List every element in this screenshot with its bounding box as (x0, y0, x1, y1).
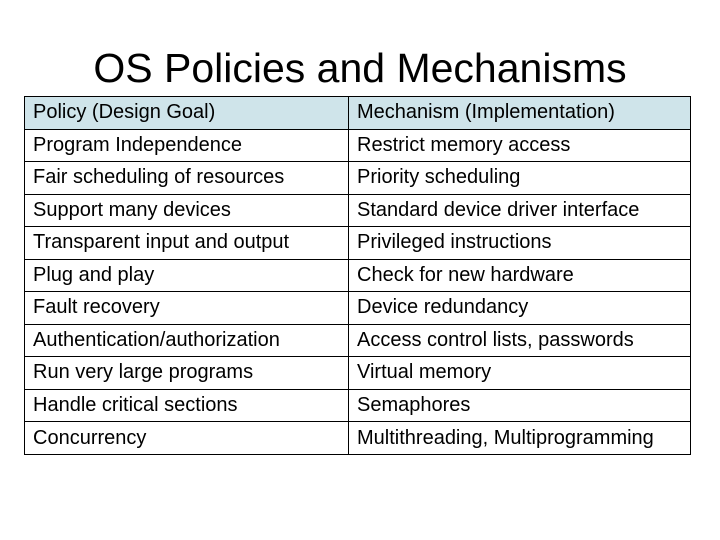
policy-cell: Fault recovery (25, 292, 349, 325)
policy-cell: Fair scheduling of resources (25, 162, 349, 195)
policy-cell: Program Independence (25, 129, 349, 162)
mechanism-cell: Check for new hardware (349, 259, 691, 292)
table-row (25, 259, 691, 292)
policy-cell: Transparent input and output (25, 227, 349, 260)
table-header-row (25, 97, 691, 130)
table-row (25, 292, 691, 325)
mechanism-cell: Restrict memory access (349, 129, 691, 162)
mechanism-cell: Priority scheduling (349, 162, 691, 195)
header-mechanism: Mechanism (Implementation) (349, 97, 691, 130)
mechanism-cell: Access control lists, passwords (349, 324, 691, 357)
mechanism-cell: Standard device driver interface (349, 194, 691, 227)
policy-cell: Handle critical sections (25, 389, 349, 422)
policy-cell: Support many devices (25, 194, 349, 227)
mechanism-cell: Semaphores (349, 389, 691, 422)
table-row (25, 324, 691, 357)
header-policy: Policy (Design Goal) (25, 97, 349, 130)
policy-cell: Concurrency (25, 422, 349, 455)
policy-mechanism-table (24, 96, 691, 455)
table-row (25, 162, 691, 195)
table-row (25, 194, 691, 227)
table-row (25, 389, 691, 422)
mechanism-cell: Device redundancy (349, 292, 691, 325)
policy-cell: Authentication/authorization (25, 324, 349, 357)
table-row (25, 227, 691, 260)
policy-cell: Run very large programs (25, 357, 349, 390)
policy-cell: Plug and play (25, 259, 349, 292)
table-row (25, 422, 691, 455)
mechanism-cell: Multithreading, Multiprogramming (349, 422, 691, 455)
slide-title: OS Policies and Mechanisms (93, 45, 627, 91)
table-row (25, 129, 691, 162)
table-row (25, 357, 691, 390)
mechanism-cell: Privileged instructions (349, 227, 691, 260)
mechanism-cell: Virtual memory (349, 357, 691, 390)
